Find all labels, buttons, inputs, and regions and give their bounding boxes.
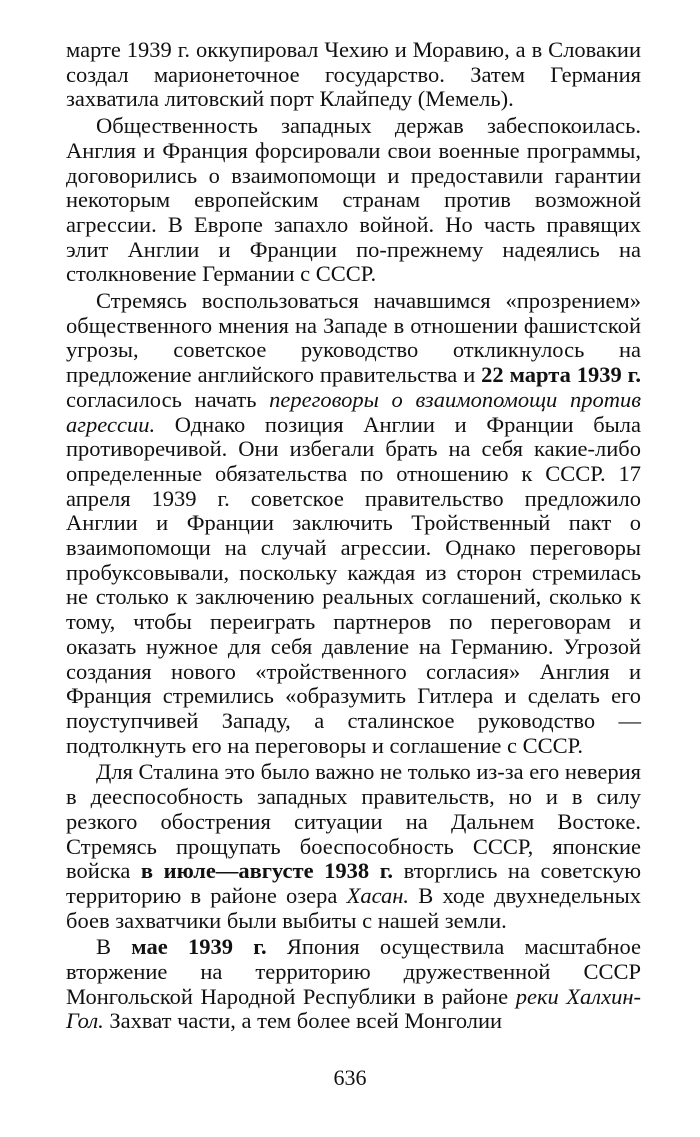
- paragraph-1: [66, 38, 641, 112]
- paragraph-3-italic-term: переговоры о взаимопомощи против агрессии.: [66, 386, 642, 437]
- page-number: 636: [333, 1065, 367, 1090]
- paragraph-5-date-bold: мае 1939 г.: [131, 934, 267, 960]
- paragraph-3-text-c: Однако позиция Англии и Франции была противоречивой. Они избегали брать на себя какие-либо определенные обязательства по отношению к СССР. 17 апреля 1939 г. советское правительство предложило Англии и Франции заключить Тройственный пакт о взаимопомощи на случай агрессии. Однако переговоры пробуксовывали, поскольку каждая из сторон стремилась не столько к заключению реальных соглашений, сколько к тому, чтобы переиграть партнеров по переговорам и оказать нужное для себя давление на Германию. Угрозой создания нового «тройственного согласия» Англия и Франция стремились «образумить Гитлера и сделать его поуступчивей Западу, а сталинское руководство — подтолкнуть его на переговоры и соглашение с СССР.: [66, 411, 641, 758]
- paragraph-4-text-c: В ходе двухнедельных боев захватчики были выбиты с нашей земли.: [66, 882, 641, 933]
- paragraph-3-text-b: согласилось начать: [66, 386, 270, 412]
- paragraph-1-text: марте 1939 г. оккупировал Чехию и Моравию, а в Словакии создал марионеточное государство. Затем Германия захватила литовский порт Клайпеду (Мемель).: [66, 37, 641, 112]
- paragraph-5-text-c: Захват части, а тем более всей Монголии: [103, 1008, 503, 1034]
- paragraph-3: [66, 289, 641, 758]
- paragraph-2-text: Общественность западных держав забеспокоилась. Англия и Франция форсировали свои военные программы, договорились о взаимопомощи и предоставили гарантии некоторым европейским странам против возможной агрессии. В Европе запахло войной. Но часть правящих элит Англии и Франции по-прежнему надеялись на столкновение Германии с СССР.: [66, 113, 641, 287]
- paragraph-4-text-b: вторглись на советскую территорию в районе озера: [66, 858, 642, 908]
- paragraph-5-text-a: В: [96, 934, 132, 960]
- paragraph-4: [66, 760, 641, 933]
- paragraph-4-date-bold: в июле—августе 1938 г.: [140, 858, 394, 884]
- paragraph-5-text-b: Япония осуществила масштабное вторжение на территорию дружественной СССР Монгольской Народной Республики в районе: [66, 934, 641, 1009]
- paragraph-2: [66, 114, 641, 287]
- paragraph-5: [66, 935, 641, 1034]
- paragraph-4-italic-place: Хасан.: [346, 882, 410, 908]
- page-body: [66, 38, 641, 1036]
- paragraph-3-date-bold: 22 марта 1939 г.: [481, 362, 641, 388]
- paragraph-3-text-a: Стремясь воспользоваться начавшимся «прозрением» общественного мнения на Западе в отношении фашистской угрозы, советское руководство откликнулось на предложение английского правительства и: [66, 288, 641, 388]
- paragraph-5-italic-place: реки Халхин-Гол.: [66, 983, 641, 1034]
- paragraph-4-text-a: Для Сталина это было важно не только из-за его неверия в дееспособность западных правительств, но и в силу резкого обострения ситуации на Дальнем Востоке. Стремясь прощупать боеспособность СССР, японские войска: [66, 759, 641, 884]
